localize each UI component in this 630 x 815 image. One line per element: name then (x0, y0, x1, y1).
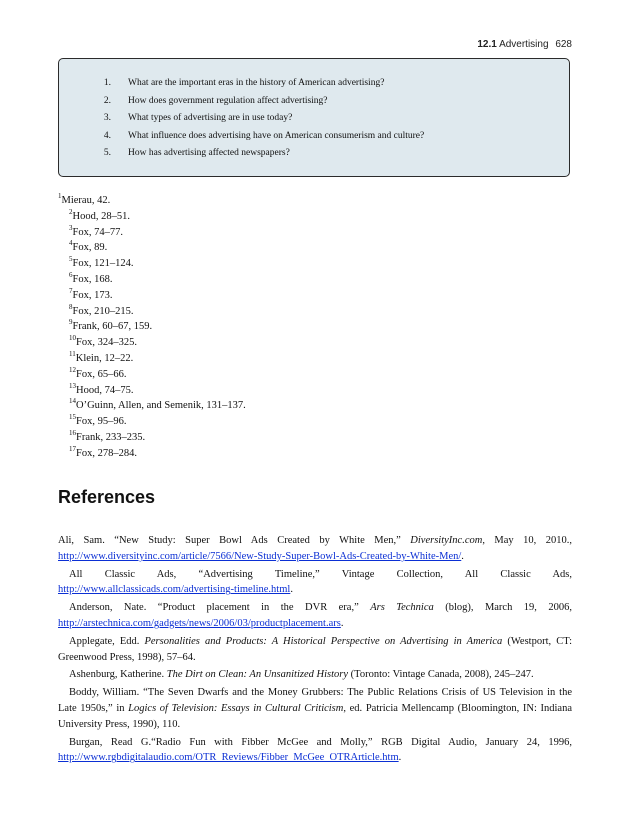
ref-end: . (461, 550, 464, 562)
ref-link[interactable]: http://www.allclassicads.com/advertising-timeline.html (58, 584, 291, 596)
ref-title: The Dirt on Clean: An Unsanitized History (166, 669, 349, 681)
endnote-number: 5 (69, 255, 73, 264)
reference-entry (58, 567, 572, 599)
endnote-text: Fox, 95–96. (76, 416, 127, 428)
list-item (59, 93, 569, 111)
section-number: 12.1 (477, 39, 497, 50)
references-list (58, 533, 572, 768)
endnote-text: Mierau, 42. (61, 195, 111, 206)
question-number: 4. (103, 130, 111, 141)
endnote-number: 10 (69, 334, 76, 343)
endnote-number: 11 (69, 349, 76, 358)
review-questions-box (58, 58, 570, 177)
reference-entry (58, 634, 572, 666)
endnote (58, 367, 578, 383)
endnote (58, 256, 578, 272)
list-item (59, 145, 569, 163)
list-item (59, 75, 569, 93)
ref-link[interactable]: http://www.diversityinc.com/article/7566/New-Study-Super-Bowl-Ads-Created-by-White-Men/ (58, 550, 462, 562)
ref-title: DiversityInc.com (410, 535, 483, 546)
endnote-number: 4 (69, 239, 73, 248)
endnote-number: 16 (69, 428, 76, 437)
ref-text: Anderson, Nate. “Product placement in the DVR era,” (69, 602, 371, 614)
endnote (58, 414, 578, 430)
ref-text: Burgan, Read G.“Radio Fun with Fibber McGee and Molly,” RGB Digital Audio, January 24, 1996, (69, 736, 572, 748)
ref-text: Applegate, Edd. (69, 635, 145, 647)
page-number: 628 (555, 39, 572, 50)
endnote-text: Frank, 233–235. (76, 431, 146, 443)
reference-entry (58, 533, 572, 565)
endnote-number: 8 (69, 302, 73, 311)
ref-text: , May 10, 2010., (482, 535, 573, 546)
endnote-text: Fox, 89. (72, 242, 108, 254)
endnote-number: 9 (69, 318, 73, 327)
question-number: 5. (103, 148, 111, 158)
ref-end: . (290, 584, 293, 596)
ref-text: (blog), March 19, 2006, (433, 602, 572, 614)
question-list (59, 59, 569, 163)
endnote (58, 319, 578, 335)
reference-entry (58, 600, 572, 632)
endnote (58, 351, 578, 367)
reference-entry (58, 667, 572, 683)
endnote (58, 193, 578, 209)
ref-text: Ashenburg, Katherine. (69, 669, 167, 681)
endnote-number: 13 (69, 381, 76, 390)
ref-end: . (340, 617, 344, 629)
question-text: What influence does advertising have on American consumerism and culture? (128, 130, 425, 141)
endnote (58, 288, 578, 304)
endnote-number: 12 (69, 365, 76, 374)
endnote (58, 225, 578, 241)
endnote-text: Fox, 65–66. (76, 368, 127, 380)
endnote-number: 7 (69, 286, 73, 295)
ref-text: Boddy, William. “The Seven Dwarfs and the Money Grubbers: The Public Relations Crisis of US Television in the Late 1950s,” in (58, 687, 572, 714)
endnote-text: Fox, 324–325. (76, 337, 137, 349)
ref-link[interactable]: http://arstechnica.com/gadgets/news/2006/03/productplacement.ars (58, 617, 341, 629)
reference-entry (58, 735, 572, 767)
endnote-text: Hood, 28–51. (72, 210, 130, 222)
endnote (58, 335, 578, 351)
endnote (58, 240, 578, 256)
endnote-number: 2 (69, 207, 73, 216)
list-item (59, 128, 569, 146)
ref-end: . (398, 752, 402, 764)
endnote-number: 15 (69, 413, 76, 422)
endnote-text: Fox, 74–77. (72, 226, 123, 238)
endnote (58, 272, 578, 288)
ref-text: All Classic Ads, “Advertising Timeline,” Vintage Collection, All Classic Ads, (69, 568, 572, 580)
reference-entry (58, 685, 572, 732)
question-number: 1. (103, 78, 111, 88)
ref-title: Logics of Television: Essays in Cultural Criticism (128, 702, 344, 714)
endnote-text: Fox, 168. (72, 273, 113, 285)
list-item (59, 110, 569, 128)
endnote (58, 304, 578, 320)
endnote-text: Fox, 121–124. (72, 258, 134, 270)
endnote-text: O’Guinn, Allen, and Semenik, 131–137. (76, 400, 246, 412)
section-title: Advertising (499, 39, 549, 50)
ref-text: (Westport, CT: Greenwood Press, 1998), 57–64. (58, 635, 573, 663)
references-heading: References (58, 487, 156, 507)
endnote (58, 430, 578, 446)
question-text: How has advertising affected newspapers? (128, 148, 290, 158)
ref-text: (Toronto: Vintage Canada, 2008), 245–247. (348, 669, 534, 681)
endnote-number: 1 (58, 192, 62, 200)
running-header (477, 39, 572, 50)
endnotes (58, 193, 578, 462)
endnote (58, 209, 578, 225)
ref-title: Personalities and Products: A Historical Perspective on Advertising in America (144, 635, 503, 647)
question-text: What are the important eras in the history of American advertising? (128, 78, 385, 88)
ref-title: Ars Technica (370, 602, 434, 614)
ref-text: Ali, Sam. “New Study: Super Bowl Ads Created by White Men,” (58, 535, 411, 546)
question-number: 3. (103, 113, 111, 123)
endnote-number: 14 (69, 397, 76, 406)
endnote-text: Frank, 60–67, 159. (72, 321, 153, 333)
question-number: 2. (103, 95, 111, 106)
endnote-number: 17 (69, 444, 76, 453)
endnote-number: 6 (69, 270, 73, 279)
endnote (58, 446, 578, 462)
endnote (58, 383, 578, 399)
endnote-text: Fox, 173. (72, 289, 113, 301)
endnote-text: Hood, 74–75. (76, 384, 134, 396)
question-text: What types of advertising are in use today? (128, 113, 293, 123)
question-text: How does government regulation affect advertising? (128, 95, 328, 106)
endnote-text: Fox, 278–284. (76, 447, 137, 459)
endnote-number: 3 (69, 223, 73, 232)
ref-link[interactable]: http://www.rgbdigitalaudio.com/OTR_Reviews/Fibber_McGee_OTRArticle.htm (58, 752, 399, 764)
endnote-text: Klein, 12–22. (75, 352, 134, 364)
endnote-text: Fox, 210–215. (72, 305, 134, 317)
ref-text: , ed. Patricia Mellencamp (Bloomington, IN: Indiana University Press, 1990), 110. (58, 702, 572, 730)
endnote (58, 398, 578, 414)
